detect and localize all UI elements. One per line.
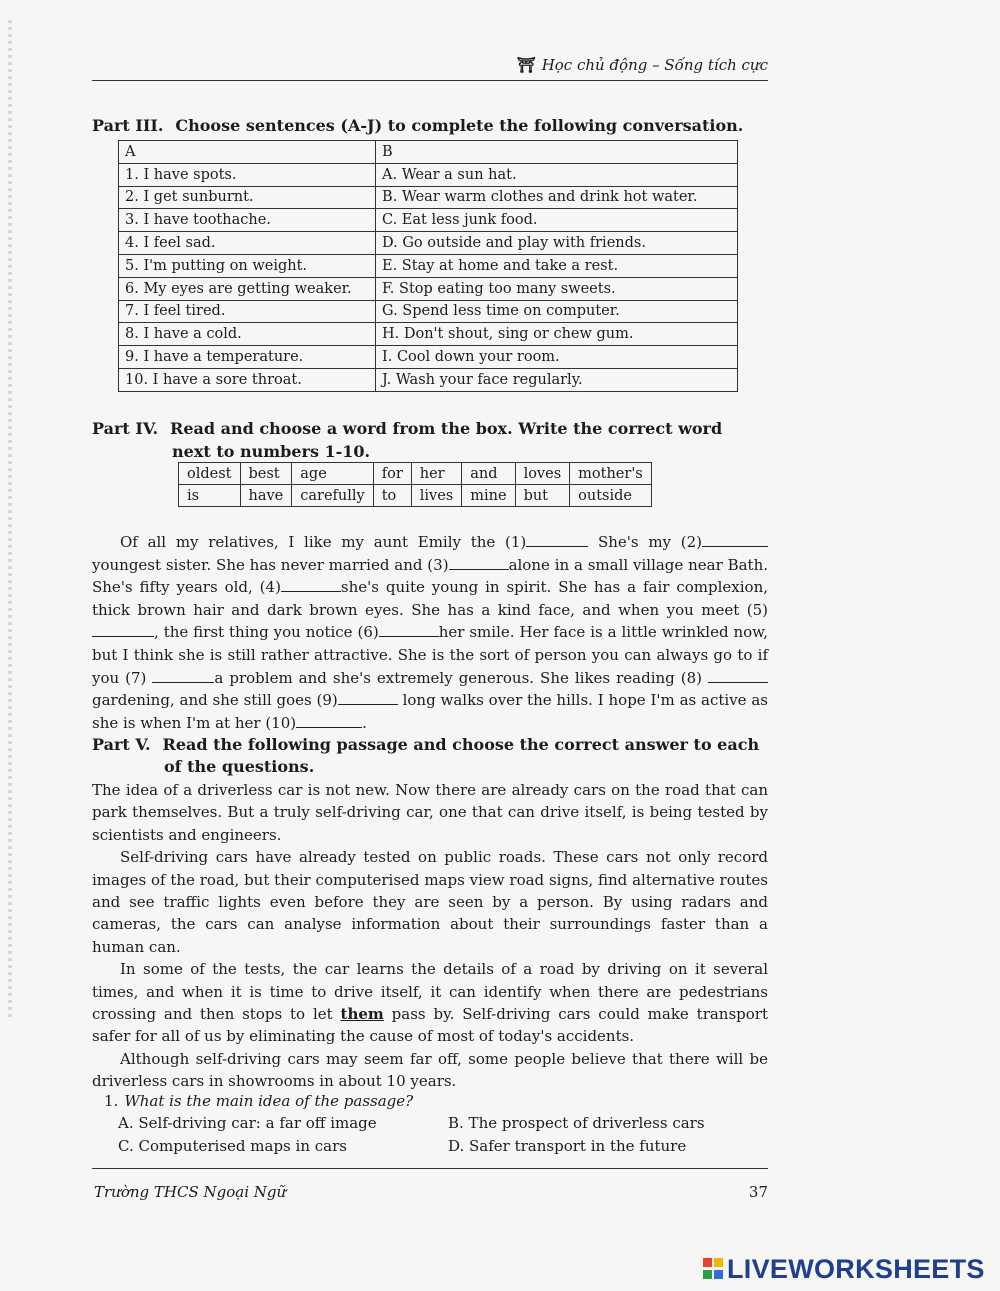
blank-6[interactable]: [379, 622, 439, 637]
passage-text: she's quite young in spirit. She has a fair complexion, thick brown hair and dark brown eyes. She has a kind face, and when you meet (5): [92, 578, 768, 619]
problem-cell: 9. I have a temperature.: [119, 346, 376, 369]
passage-text: In some of the tests, the car learns the details of a road by driving on it several times, and when it is time to drive itself, it can identify when there are pedestrians crossing and then stops to let: [92, 960, 768, 1024]
header-slogan: [517, 56, 768, 74]
table-row: [119, 163, 738, 186]
word-box-cell: have: [240, 485, 292, 507]
liveworksheets-logo-icon: [702, 1257, 724, 1281]
question-text: What is the main idea of the passage?: [124, 1092, 414, 1110]
advice-cell: J. Wash your face regularly.: [376, 368, 738, 391]
table-row: [119, 346, 738, 369]
reading-paragraph-3: [92, 958, 768, 1048]
reading-paragraph-1: The idea of a driverless car is not new. Now there are already cars on the road that can park themselves. But a truly self-driving car, one that can drive itself, is being tested by scientists and engineers.: [92, 781, 768, 844]
passage-text: gardening, and she still goes (9): [92, 691, 338, 710]
passage-text: , the first thing you notice (6): [154, 623, 379, 642]
column-b-header: B: [376, 141, 738, 164]
advice-cell: H. Don't shout, sing or chew gum.: [376, 323, 738, 346]
table-row: [119, 368, 738, 391]
part3-title: [92, 116, 743, 135]
passage-text: her smile. Her face is a little wrinkled now, but I think she is still rather attractive. She is the sort of person you can always go to if you (7): [92, 623, 768, 687]
part4-instruction-line1: Read and choose a word from the box. Write the correct word: [170, 419, 723, 438]
underlined-word-them: them: [340, 1005, 384, 1024]
word-box-cell: and: [462, 463, 515, 485]
liveworksheets-brand: [702, 1254, 985, 1285]
page-header: [92, 52, 768, 81]
passage-text: Of all my relatives, I like my aunt Emily the (1): [120, 533, 527, 551]
blank-1[interactable]: [526, 532, 588, 547]
advice-cell: B. Wear warm clothes and drink hot water.: [376, 186, 738, 209]
question-number: 1.: [104, 1092, 119, 1110]
reading-paragraph-2: Self-driving cars have already tested on public roads. These cars not only record images of the road, but their computerised maps view road signs, find alternative routes and see traffic lights even before they are seen by a person. By using radars and cameras, the cars can analyse information about their surroundings faster than a human can.: [92, 848, 768, 956]
word-box-cell: mother's: [570, 463, 652, 485]
passage-text: a problem and she's extremely generous. She likes reading (8): [214, 668, 709, 687]
advice-cell: A. Wear a sun hat.: [376, 163, 738, 186]
word-box-row: [179, 485, 652, 507]
reading-passage: [92, 779, 768, 1093]
part3-label: Part III.: [92, 116, 164, 135]
scan-edge-decoration: [8, 20, 12, 1020]
part5-title: [92, 734, 759, 778]
problem-cell: 3. I have toothache.: [119, 209, 376, 232]
word-box-cell: loves: [515, 463, 570, 485]
passage-text: long walks over the hills. I hope I'm as active as she is when I'm at her (10): [92, 691, 768, 732]
advice-cell: I. Cool down your room.: [376, 346, 738, 369]
passage-text: youngest sister. She has never married and (3): [92, 555, 449, 574]
word-box-cell: carefully: [292, 485, 373, 507]
blank-2[interactable]: [702, 532, 768, 547]
problem-cell: 7. I feel tired.: [119, 300, 376, 323]
table-row: [119, 209, 738, 232]
blank-9[interactable]: [338, 690, 398, 705]
reading-paragraph-4: Although self-driving cars may seem far off, some people believe that there will be driverless cars in showrooms in about 10 years.: [92, 1049, 768, 1091]
word-box-cell: best: [240, 463, 292, 485]
passage-text: pass by. Self-driving cars could make transport safer for all of us by eliminating the cause of most of today's accidents.: [92, 1005, 768, 1046]
word-box-cell: mine: [462, 485, 515, 507]
option-d[interactable]: D. Safer transport in the future: [448, 1137, 687, 1155]
table-row: [119, 232, 738, 255]
option-a[interactable]: A. Self-driving car: a far off image: [118, 1114, 377, 1132]
word-box-cell: outside: [570, 485, 652, 507]
advice-cell: C. Eat less junk food.: [376, 209, 738, 232]
school-logo-icon: ⛩: [516, 56, 536, 74]
header-title: Học chủ động – Sống tích cực: [541, 56, 768, 74]
part3-instruction: Choose sentences (A-J) to complete the following conversation.: [175, 116, 744, 135]
word-box-cell: to: [373, 485, 411, 507]
option-b[interactable]: B. The prospect of driverless cars: [448, 1114, 705, 1132]
matching-table: [118, 140, 738, 392]
page-footer: [92, 1168, 768, 1209]
part4-instruction-line2: next to numbers 1-10.: [172, 442, 371, 461]
problem-cell: 8. I have a cold.: [119, 323, 376, 346]
problem-cell: 2. I get sunburnt.: [119, 186, 376, 209]
table-row: [119, 186, 738, 209]
blank-4[interactable]: [281, 577, 341, 592]
advice-cell: G. Spend less time on computer.: [376, 300, 738, 323]
word-box-cell: oldest: [179, 463, 241, 485]
word-box-cell: her: [411, 463, 462, 485]
word-box: [178, 462, 652, 507]
passage-text: She's my (2): [588, 533, 702, 551]
problem-cell: 5. I'm putting on weight.: [119, 254, 376, 277]
problem-cell: 10. I have a sore throat.: [119, 368, 376, 391]
word-box-cell: lives: [411, 485, 462, 507]
blank-3[interactable]: [449, 555, 509, 570]
word-box-cell: age: [292, 463, 373, 485]
brand-name: LIVEWORKSHEETS: [727, 1254, 985, 1284]
blank-10[interactable]: [296, 713, 362, 728]
option-c[interactable]: C. Computerised maps in cars: [118, 1137, 347, 1155]
part4-label: Part IV.: [92, 419, 159, 438]
column-a-header: A: [119, 141, 376, 164]
passage-text: alone in a small village near Bath. She's fifty years old, (4): [92, 555, 768, 597]
advice-cell: D. Go outside and play with friends.: [376, 232, 738, 255]
part5-instruction-line1: Read the following passage and choose the correct answer to each: [162, 735, 760, 754]
table-row: [119, 277, 738, 300]
table-row: [119, 300, 738, 323]
page-number: 37: [748, 1183, 768, 1201]
advice-cell: E. Stay at home and take a rest.: [376, 254, 738, 277]
word-box-cell: is: [179, 485, 241, 507]
problem-cell: 6. My eyes are getting weaker.: [119, 277, 376, 300]
word-box-cell: but: [515, 485, 570, 507]
blank-7[interactable]: [152, 668, 214, 683]
part5-instruction-line2: of the questions.: [164, 757, 315, 776]
part5-label: Part V.: [92, 735, 151, 754]
problem-cell: 1. I have spots.: [119, 163, 376, 186]
word-box-row: [179, 463, 652, 485]
table-header-row: [119, 141, 738, 164]
problem-cell: 4. I feel sad.: [119, 232, 376, 255]
word-box-cell: for: [373, 463, 411, 485]
advice-cell: F. Stop eating too many sweets.: [376, 277, 738, 300]
table-row: [119, 323, 738, 346]
question-1: [104, 1092, 413, 1110]
blank-5[interactable]: [92, 622, 154, 637]
part4-title: [92, 417, 722, 463]
table-row: [119, 254, 738, 277]
passage-text: .: [362, 713, 367, 732]
blank-8[interactable]: [708, 668, 768, 683]
cloze-passage: [92, 531, 768, 734]
school-name: Trường THCS Ngoại Ngữ: [94, 1183, 287, 1201]
